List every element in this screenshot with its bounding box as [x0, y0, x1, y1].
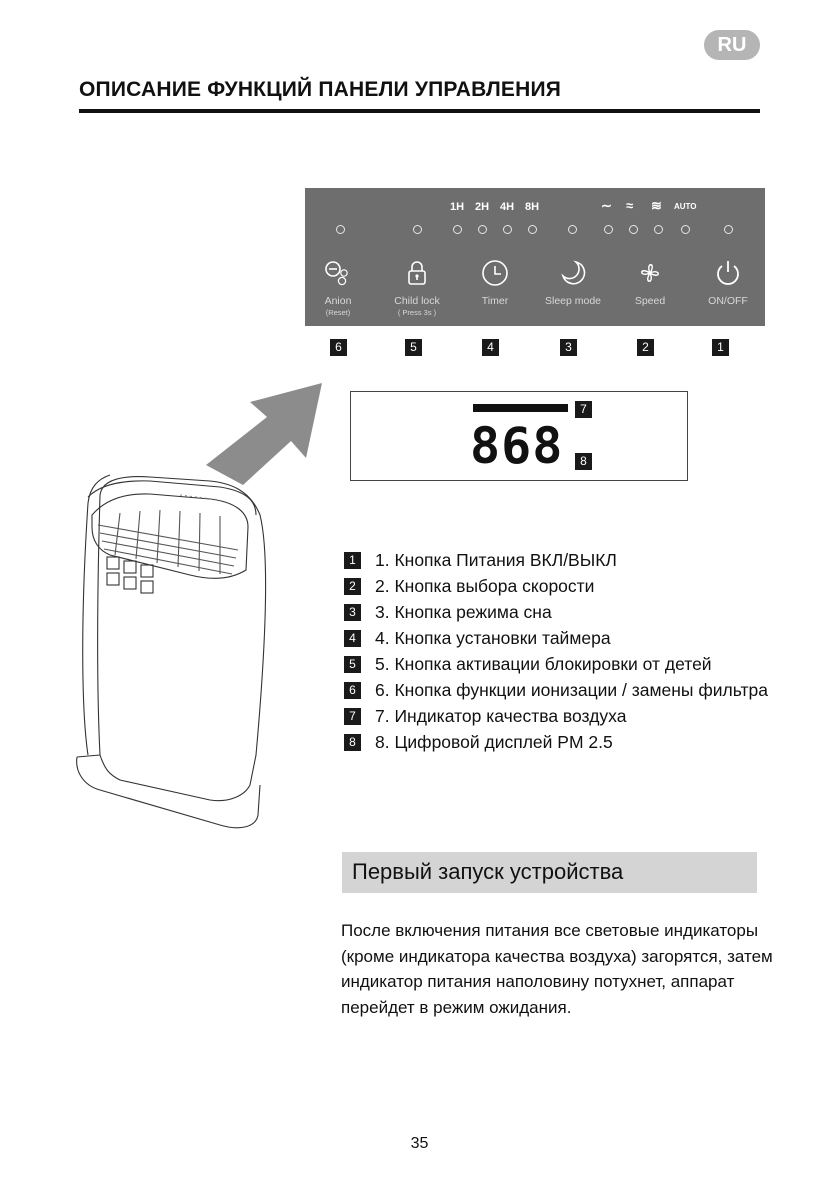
on-off-label: ON/OFF — [708, 295, 748, 307]
indicator-led — [629, 225, 638, 234]
timer-label-2h: 2H — [475, 201, 490, 213]
air-quality-bar — [473, 404, 568, 412]
anion-icon — [323, 258, 353, 288]
callout-4: 4 — [482, 339, 499, 356]
legend-text: 7. Индикатор качества воздуха — [375, 706, 627, 726]
callout-3: 3 — [560, 339, 577, 356]
indicator-led — [604, 225, 613, 234]
callout-6: 6 — [330, 339, 347, 356]
timer-label-4h: 4H — [500, 201, 515, 213]
section-title: Первый запуск устройства — [352, 859, 624, 884]
legend-number: 2 — [344, 578, 361, 595]
callout-8: 8 — [575, 453, 592, 470]
body-paragraph: После включения питания все световые индикаторы (кроме индикатора качества воздуха) загорятся, затем индикатор питания наполовину потухнет, аппарат перейдет в режим ожидания. — [341, 921, 773, 1017]
legend-number: 1 — [344, 552, 361, 569]
timer-button — [465, 258, 525, 288]
moon-icon — [558, 258, 588, 288]
fan-icon — [635, 258, 665, 288]
pointer-arrow-icon — [206, 383, 322, 485]
child-lock-sublabel: ( Press 3s ) — [397, 308, 437, 317]
lock-icon — [402, 258, 432, 288]
page-title: ОПИСАНИЕ ФУНКЦИЙ ПАНЕЛИ УПРАВЛЕНИЯ — [79, 78, 562, 101]
language-badge: RU — [704, 30, 760, 60]
timer-label: Timer — [481, 295, 509, 307]
purifier-illustration — [60, 375, 350, 855]
indicator-led — [453, 225, 462, 234]
indicator-led — [336, 225, 345, 234]
child-lock-button — [387, 258, 447, 288]
callout-1: 1 — [712, 339, 729, 356]
child-lock-label: Child lock — [394, 295, 440, 307]
speed-mid-icon: ≈ — [626, 198, 634, 213]
legend-number: 3 — [344, 604, 361, 621]
legend-number: 7 — [344, 708, 361, 725]
auto-label: AUTO — [674, 202, 697, 211]
legend-number: 5 — [344, 656, 361, 673]
indicator-led — [681, 225, 690, 234]
speed-low-icon: ∼ — [601, 198, 612, 213]
legend-text: 5. Кнопка активации блокировки от детей — [375, 654, 712, 674]
speed-label: Speed — [634, 295, 666, 307]
callout-5: 5 — [405, 339, 422, 356]
legend-text: 8. Цифровой дисплей PM 2.5 — [375, 732, 613, 752]
title-divider — [79, 109, 760, 113]
page-number: 35 — [410, 1135, 429, 1152]
timer-label-8h: 8H — [525, 201, 540, 213]
pm25-digits: 868 — [470, 417, 564, 475]
power-icon — [713, 258, 743, 288]
indicator-led — [503, 225, 512, 234]
sleep-mode-label: Sleep mode — [544, 295, 602, 307]
control-panel-illustration — [305, 188, 765, 326]
sleep-mode-button — [543, 258, 603, 288]
callout-2: 2 — [637, 339, 654, 356]
indicator-led — [478, 225, 487, 234]
speed-high-icon: ≋ — [651, 198, 662, 213]
legend-text: 2. Кнопка выбора скорости — [375, 576, 595, 596]
indicator-led — [528, 225, 537, 234]
legend-number: 4 — [344, 630, 361, 647]
anion-sublabel: (Reset) — [325, 308, 351, 317]
legend-text: 6. Кнопка функции ионизации / замены фильтра — [375, 680, 768, 700]
indicator-led — [724, 225, 733, 234]
timer-label-1h: 1H — [450, 201, 465, 213]
legend-text: 1. Кнопка Питания ВКЛ/ВЫКЛ — [375, 550, 617, 570]
legend-text: 4. Кнопка установки таймера — [375, 628, 611, 648]
clock-icon — [480, 258, 510, 288]
anion-button — [308, 258, 368, 288]
legend-text: 3. Кнопка режима сна — [375, 602, 552, 622]
power-button — [698, 258, 758, 288]
indicator-led — [413, 225, 422, 234]
legend-number: 6 — [344, 682, 361, 699]
anion-label: Anion — [324, 295, 352, 307]
indicator-led — [568, 225, 577, 234]
speed-button — [620, 258, 680, 288]
callout-7: 7 — [575, 401, 592, 418]
legend-number: 8 — [344, 734, 361, 751]
indicator-led — [654, 225, 663, 234]
